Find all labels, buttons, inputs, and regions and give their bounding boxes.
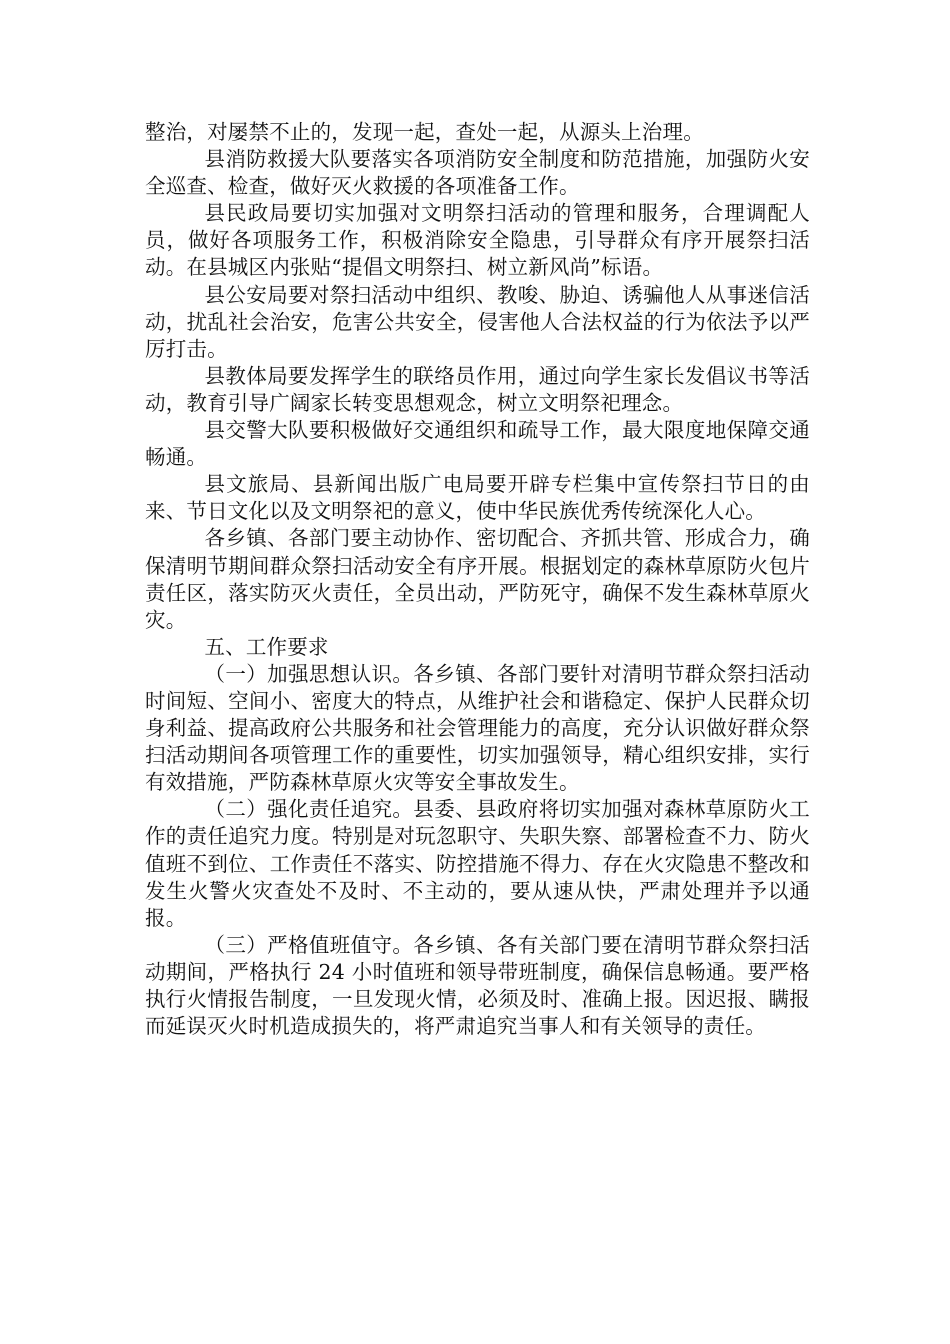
section-heading-work-requirements: 五、工作要求 [204,634,329,659]
paragraph-public-security: 县公安局要对祭扫活动中组织、教唆、胁迫、诱骗他人从事迷信活动，扰乱社会治安，危害公共安全，侵害他人合法权益的行为依法予以严厉打击。 [145,282,810,361]
paragraph-culture-tourism: 县文旅局、县新闻出版广电局要开辟专栏集中宣传祭扫节日的由来、节日文化以及文明祭祀的意义，使中华民族优秀传统深化人心。 [145,472,810,524]
document-body [145,119,810,1040]
paragraph-traffic-police: 县交警大队要积极做好交通组织和疏导工作，最大限度地保障交通畅通。 [145,418,810,470]
paragraph-requirement-3: （三）严格值班值守。各乡镇、各有关部门要在清明节群众祭扫活动期间，严格执行 24 小时值班和领导带班制度，确保信息畅通。要严格执行火情报告制度，一旦发现火情，必须及时、准确上报。因迟报、瞒报而延误灭火时机造成损失的，将严肃追究当事人和有关领导的责任。 [145,932,810,1039]
paragraph-all-departments: 各乡镇、各部门要主动协作、密切配合、齐抓共管、形成合力，确保清明节期间群众祭扫活动安全有序开展。根据划定的森林草原防火包片责任区，落实防灭火责任，全员出动，严防死守，确保不发生森林草原火灾。 [145,526,810,632]
paragraph-education: 县教体局要发挥学生的联络员作用，通过向学生家长发倡议书等活动，教育引导广阔家长转变思想观念，树立文明祭祀理念。 [145,363,810,415]
paragraph-requirement-2: （二）强化责任追究。县委、县政府将切实加强对森林草原防火工作的责任追究力度。特别是对玩忽职守、失职失察、部署检查不力、防火值班不到位、工作责任不落实、防控措施不得力、存在火灾隐患不整改和发生火警火灾查处不及时、不主动的，要从速从快，严肃处理并予以通报。 [145,797,810,930]
paragraph-fire-rescue: 县消防救援大队要落实各项消防安全制度和防范措施，加强防火安全巡查、检查，做好灭火救援的各项准备工作。 [145,147,810,199]
paragraph-requirement-1: （一）加强思想认识。各乡镇、各部门要针对清明节群众祭扫活动时间短、空间小、密度大的特点，从维护社会和谐稳定、保护人民群众切身利益、提高政府公共服务和社会管理能力的高度，充分认识做好群众祭扫活动期间各项管理工作的重要性，切实加强领导，精心组织安排，实行有效措施，严防森林草原火灾等安全事故发生。 [145,661,810,795]
paragraph-continuation: 整治，对屡禁不止的，发现一起，查处一起，从源头上治理。 [145,120,704,144]
paragraph-civil-affairs: 县民政局要切实加强对文明祭扫活动的管理和服务，合理调配人员，做好各项服务工作，积极消除安全隐患，引导群众有序开展祭扫活动。在县城区内张贴“提倡文明祭扫、树立新风尚”标语。 [145,201,810,280]
